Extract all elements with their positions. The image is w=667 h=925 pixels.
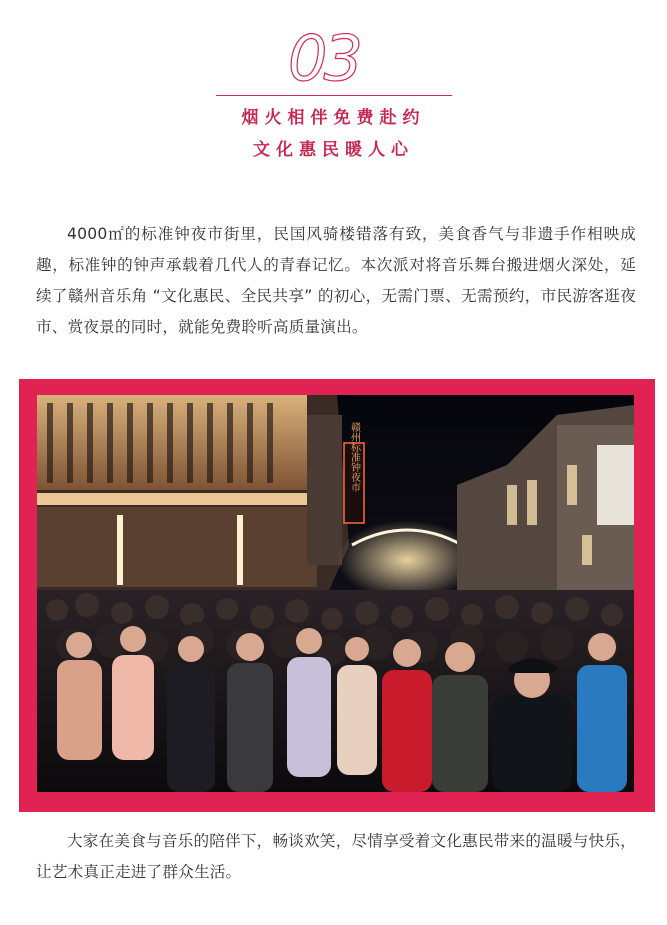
section-header <box>0 0 667 170</box>
intro-paragraph: 4000㎡的标准钟夜市街里，民国风骑楼错落有致，美食香气与非遗手作相映成趣，标准钟的钟声承载着几代人的青春记忆。本次派对将音乐舞台搬进烟火深处，延续了赣州音乐角 “文化惠民、全民共享” 的初心，无需门票、无需预约，市民游客逛夜市、赏夜景的同时，就能免费聆听高质量演出。 <box>36 225 636 336</box>
market-sign-text: 赣州标准钟夜市 <box>348 422 360 492</box>
section-title-line-1: 烟火相伴免费赴约 <box>241 108 426 128</box>
section-number: 03 <box>288 22 359 95</box>
photo-frame <box>19 379 655 812</box>
closing-paragraph: 大家在美食与音乐的陪伴下，畅谈欢笑，尽情享受着文化惠民带来的温暖与快乐，让艺术真正走进了群众生活。 <box>36 832 636 881</box>
section-title-line-2: 文化惠民暖人心 <box>253 140 414 160</box>
header-divider <box>216 95 452 96</box>
night-market-photo <box>37 395 634 792</box>
night-market-illustration <box>37 395 634 792</box>
